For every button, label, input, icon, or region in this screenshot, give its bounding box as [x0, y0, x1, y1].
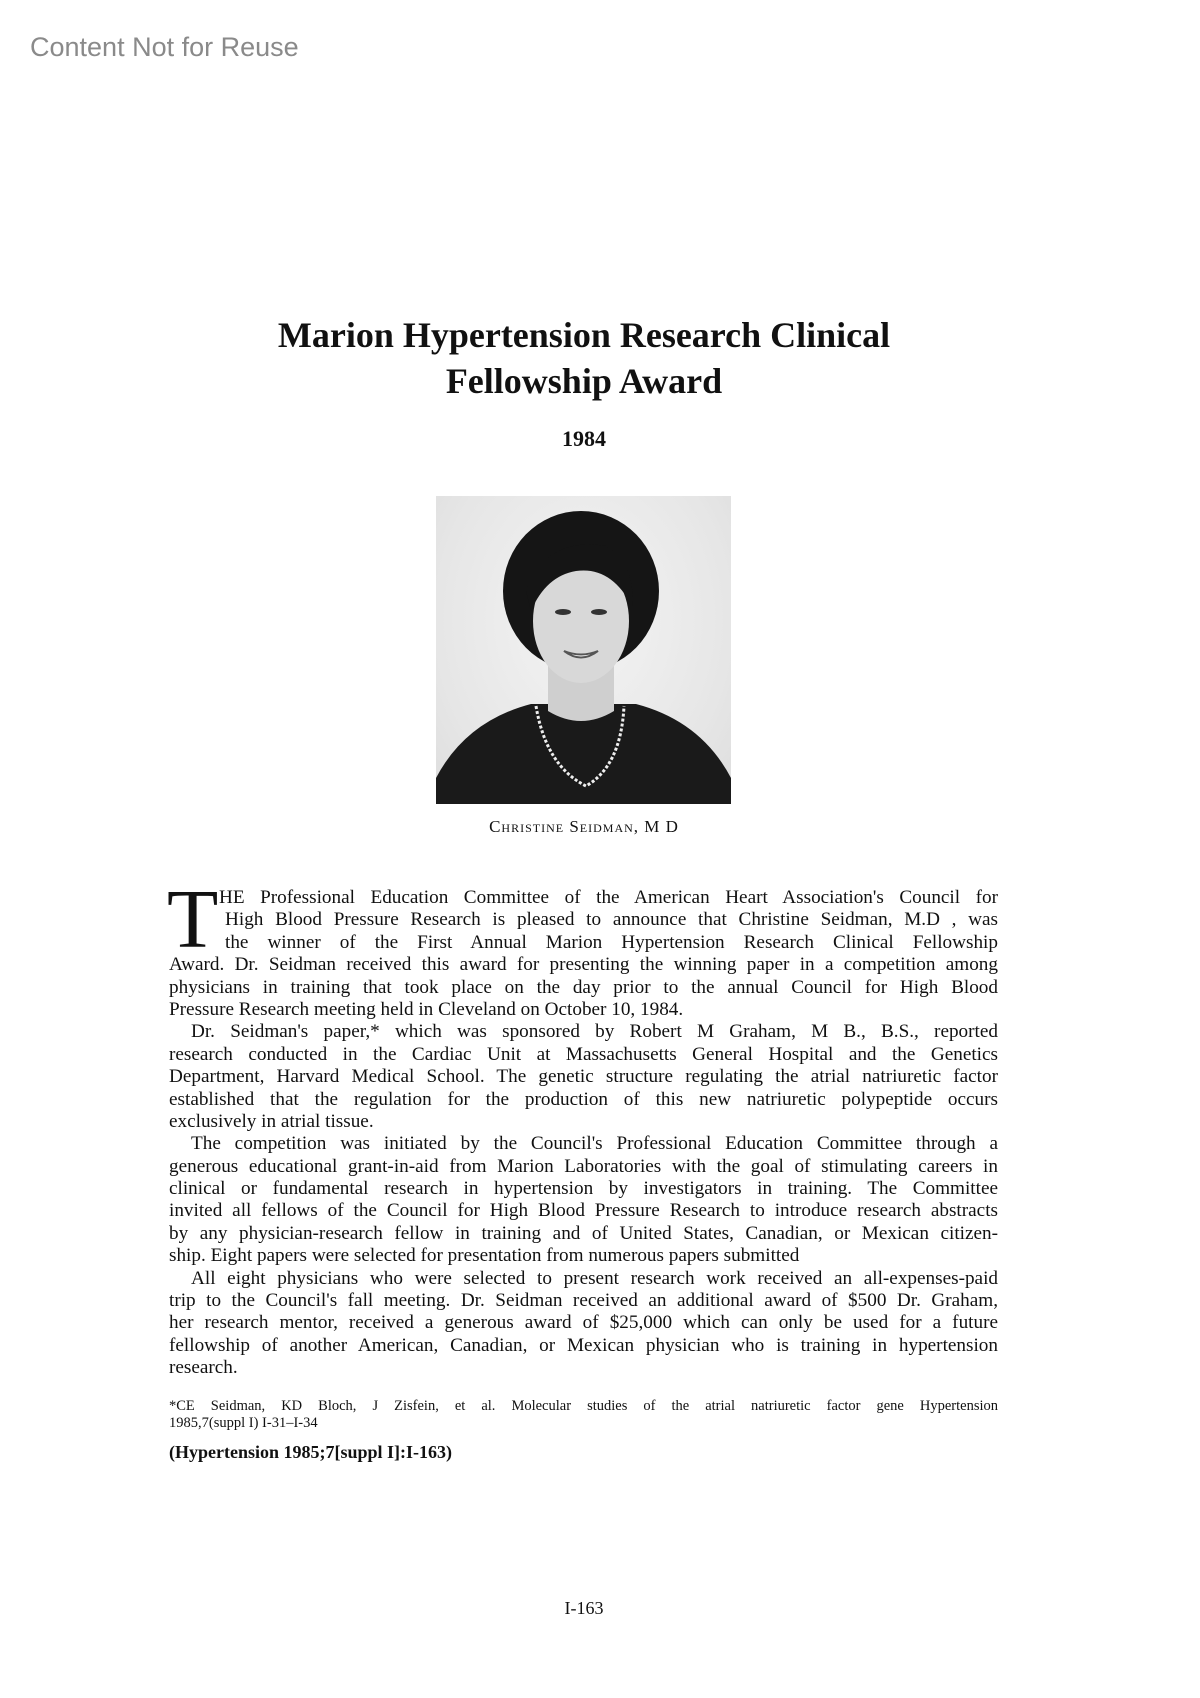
text-line: Department, Harvard Medical School. The genetic structure regulating the atrial natriuretic factor	[169, 1066, 998, 1088]
paragraph	[169, 1268, 998, 1380]
page-number: I-163	[564, 1598, 604, 1618]
paragraph	[169, 887, 998, 1021]
photo-caption: Christine Seidman, M D	[489, 817, 679, 836]
drop-cap: T	[167, 873, 219, 966]
text-line: research.	[169, 1357, 238, 1379]
text-line: HE Professional Education Committee of the American Heart Association's Council for	[219, 887, 998, 908]
text-line: All eight physicians who were selected to present research work received an all-expenses-paid	[191, 1267, 998, 1289]
text-line: fellowship of another American, Canadian, or Mexican physician who is training in hypertension	[169, 1334, 998, 1356]
text-line: clinical or fundamental research in hypertension by investigators in training. The Committee	[169, 1178, 998, 1200]
page-title	[0, 312, 1168, 404]
text-line: the winner of the First Annual Marion Hypertension Research Clinical Fellowship	[225, 931, 998, 953]
portrait-photo	[436, 496, 731, 804]
paragraph	[169, 1133, 998, 1267]
text-line: exclusively in atrial tissue.	[169, 1110, 374, 1132]
text-line: her research mentor, received a generous award of $25,000 which can only be used for a future	[169, 1312, 998, 1334]
title-line: Marion Hypertension Research Clinical	[277, 315, 891, 355]
watermark: Content Not for Reuse	[30, 32, 299, 62]
text-line: Pressure Research meeting held in Cleveland on October 10, 1984.	[169, 998, 684, 1020]
paragraph	[169, 1021, 998, 1133]
article-body	[167, 873, 998, 1380]
text-line: research conducted in the Cardiac Unit at Massachusetts General Hospital and the Genetics	[169, 1043, 998, 1065]
title-line: Fellowship Award	[445, 361, 723, 401]
footnote-line: *CE Seidman, KD Bloch, J Zisfein, et al. Molecular studies of the atrial natriuretic factor gene Hypertension	[169, 1398, 998, 1414]
text-line: Dr. Seidman's paper,* which was sponsored by Robert M Graham, M B., B.S., reported	[191, 1021, 998, 1043]
text-line: trip to the Council's fall meeting. Dr. Seidman received an additional award of $500 Dr. Graham,	[169, 1290, 998, 1312]
journal-citation: (Hypertension 1985;7[suppl I]:I-163)	[169, 1442, 453, 1462]
text-line: established that the regulation for the production of this new natriuretic polypeptide occurs	[169, 1088, 998, 1110]
text-line: High Blood Pressure Research is pleased to announce that Christine Seidman, M.D , was	[225, 909, 998, 931]
award-year: 1984	[562, 426, 606, 451]
text-line: Award. Dr. Seidman received this award for presenting the winning paper in a competition among	[169, 954, 998, 976]
text-line: generous educational grant-in-aid from Marion Laboratories with the goal of stimulating careers in	[169, 1155, 998, 1177]
text-line: The competition was initiated by the Council's Professional Education Committee through a	[191, 1133, 998, 1155]
text-line: by any physician-research fellow in training and of United States, Canadian, or Mexican citizen-	[169, 1222, 998, 1244]
footnote-line: 1985,7(suppl I) I-31–I-34	[169, 1415, 318, 1431]
text-line: physicians in training that took place on the day prior to the annual Council for High Blood	[169, 976, 998, 998]
footnote	[169, 1398, 998, 1432]
text-line: ship. Eight papers were selected for presentation from numerous papers submitted	[169, 1245, 800, 1267]
text-line: invited all fellows of the Council for High Blood Pressure Research to introduce research abstracts	[169, 1200, 998, 1222]
